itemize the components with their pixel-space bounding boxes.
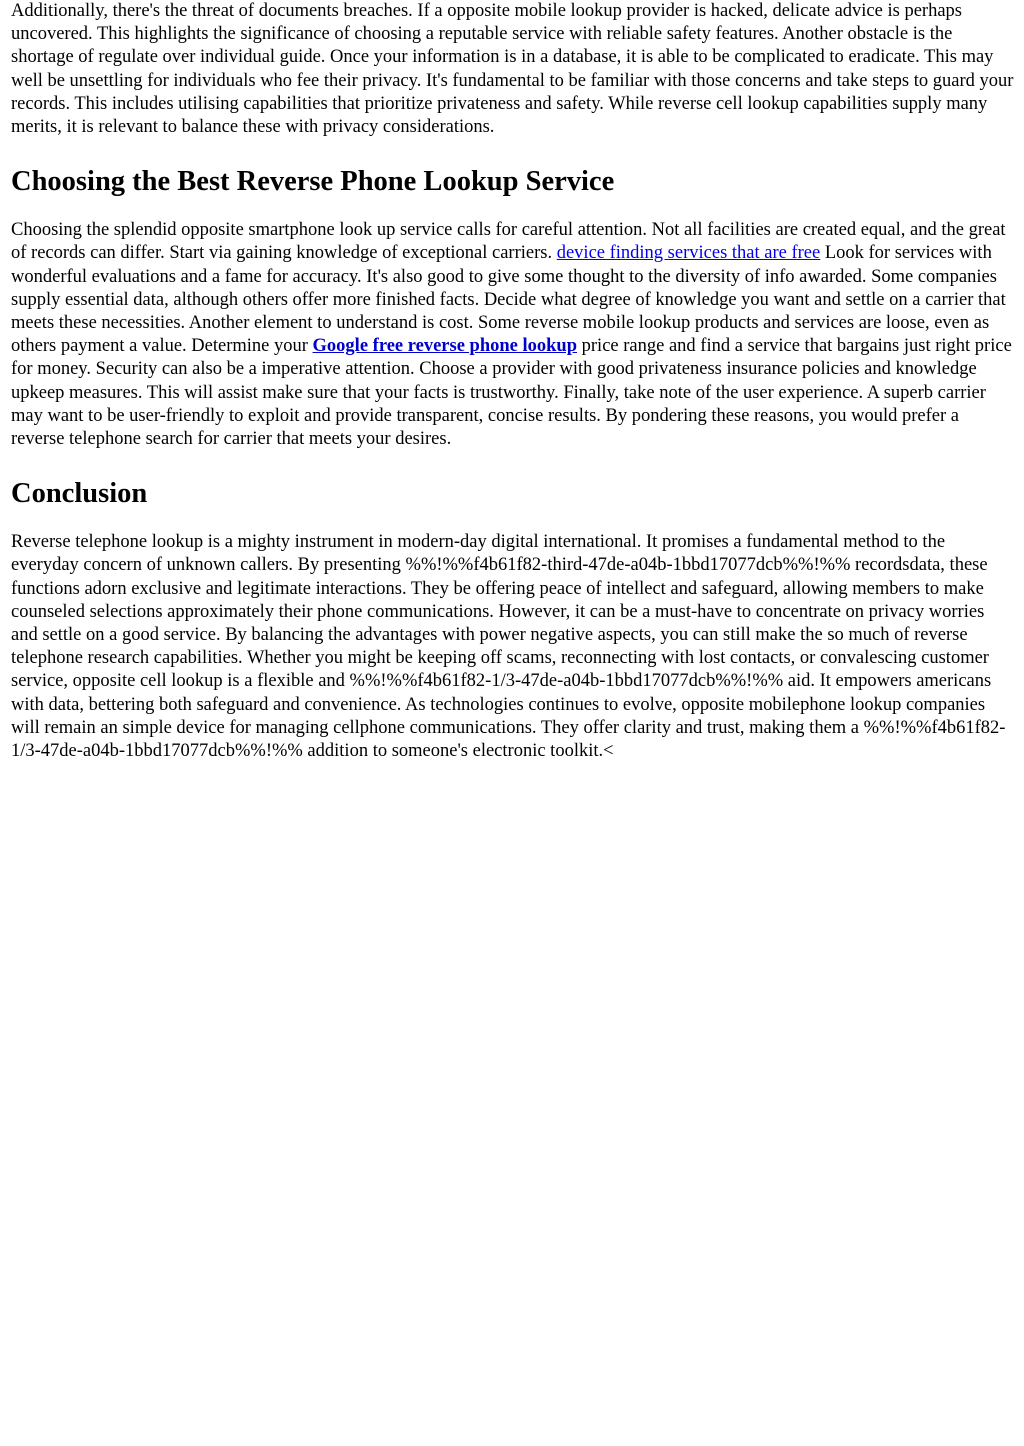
paragraph-privacy: Additionally, there's the threat of documents breaches. If a opposite mobile lookup provider is hacked, delicate advice is perhaps uncovered. This highlights the significance of choosing a reputable service with reliable safety features. Another obstacle is the shortage of regulate over individual guide. Once your information is in a database, it is able to be complicated to eradicate. This may well be unsettling for individuals who fee their privacy. It's fundamental to be familiar with those concerns and take steps to guard your records. This includes utilising capabilities that prioritize privateness and safety. While reverse cell lookup capabilities supply many merits, it is relevant to balance these with privacy considerations. xyxy=(11,1,1014,138)
google-reverse-lookup-link[interactable]: Google free reverse phone lookup xyxy=(312,336,578,357)
paragraph-conclusion: Reverse telephone lookup is a mighty instrument in modern-day digital international. It promises a fundamental method to the everyday concern of unknown callers. By presenting %%!%%f4b61f82-third-47de-a04b-1bbd17077dcb%%!%% recordsdata, these functions adorn exclusive and legitimate interactions. They be offering peace of intellect and safeguard, allowing members to make counseled selections approximately their phone communications. However, it can be a must-have to concentrate on privacy worries and settle on a good service. By balancing the advantages with power negative aspects, you can still make the so much of reverse telephone research capabilities. Whether you might be keeping off scams, reconnecting with lost contacts, or convalescing customer service, opposite cell lookup is a flexible and %%!%%f4b61f82-1/3-47de-a04b-1bbd17077dcb%%!%% aid. It empowers americans with data, bettering both safeguard and convenience. As technologies continues to evolve, opposite mobilephone lookup companies will remain an simple device for managing cellphone communications. They offer clarity and trust, making them a %%!%%f4b61f82-1/3-47de-a04b-1bbd17077dcb%%!%% addition to someone's electronic toolkit.< xyxy=(11,532,1006,762)
paragraph-choosing-text-2: Look for services with wonderful evaluations and a fame for accuracy. It's also good to give some thought to the diversity of info awarded. Some companies supply essential data, although others offer more finished facts. Decide what degree of knowledge you want and settle on a carrier that meets these necessities. Another element to understand is cost. Some reverse mobile lookup products and services are loose, even as others payment a value. Determine your xyxy=(11,243,1006,357)
heading-conclusion: Conclusion xyxy=(11,478,148,510)
paragraph-choosing-text-3: price range and find a service that bargains just right price for money. Security can also be a imperative attention. Choose a provider with good privateness insurance policies and knowledge upkeep measures. This will assist make sure that your facts is trustworthy. Finally, take note of the user experience. A superb carrier may want to be user-friendly to exploit and provide transparent, concise results. By pondering these reasons, you would prefer a reverse telephone search for carrier that meets your desires. xyxy=(11,336,1012,450)
paragraph-choosing-text-1: Choosing the splendid opposite smartphone look up service calls for careful attention. Not all facilities are created equal, and the great of records can differ. Start via gaining knowledge of exceptional carriers. xyxy=(11,220,1006,264)
device-finding-services-link[interactable]: device finding services that are free xyxy=(556,243,821,264)
paragraph-choosing xyxy=(11,219,1014,451)
heading-choosing-service: Choosing the Best Reverse Phone Lookup Service xyxy=(11,166,615,198)
